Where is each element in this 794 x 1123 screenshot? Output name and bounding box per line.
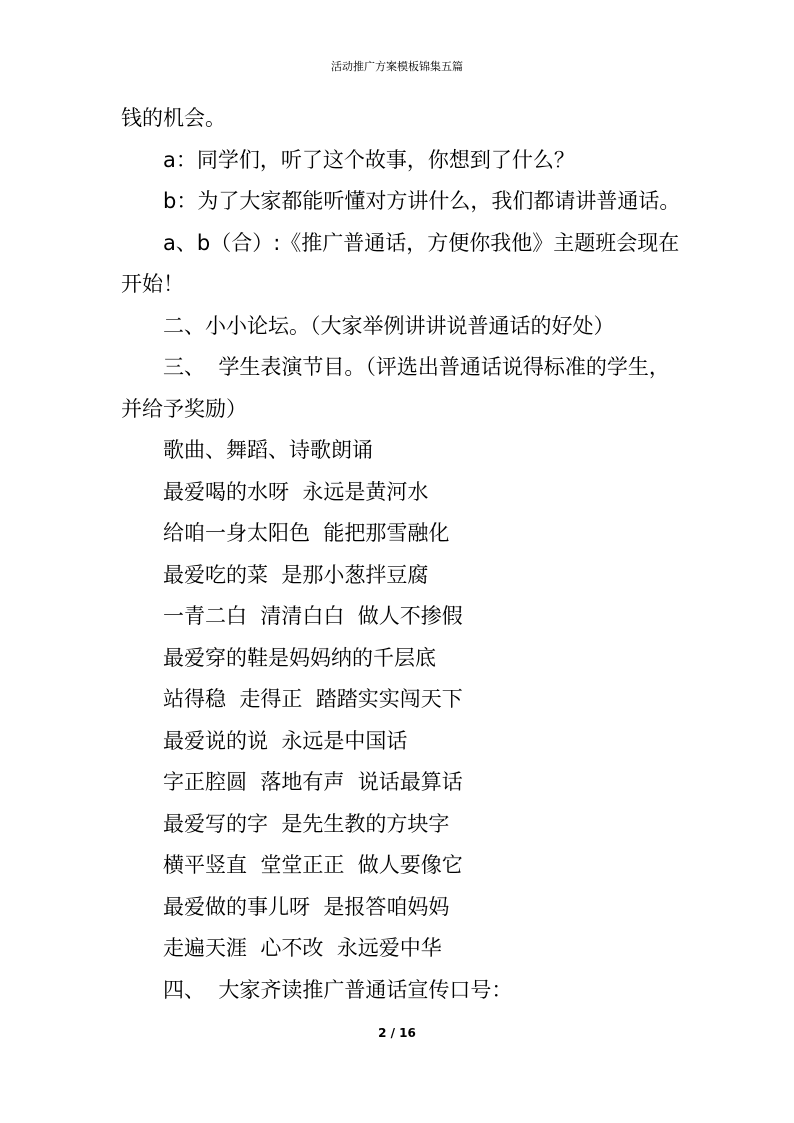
text-line: 四、 大家齐读推广普通话宣传口号： xyxy=(163,977,513,1002)
text-line: 最爱写的字 是先生教的方块字 xyxy=(163,811,450,836)
text-line: 最爱吃的菜 是那小葱拌豆腐 xyxy=(163,562,429,587)
text-line: 走遍天涯 心不改 永远爱中华 xyxy=(163,936,442,960)
text-line: 给咱一身太阳色 能把那雪融化 xyxy=(163,521,450,545)
text-line: 最爱喝的水呀 永远是黄河水 xyxy=(163,479,429,504)
text-line: 钱的机会。 xyxy=(121,106,226,130)
page-number: 2 / 16 xyxy=(378,1026,416,1040)
text-line: 并给予奖励） xyxy=(121,396,247,421)
text-line: a：同学们，听了这个故事，你想到了什么？ xyxy=(163,147,575,172)
text-line: 字正腔圆 落地有声 说话最算话 xyxy=(163,770,463,794)
text-line: 一青二白 清清白白 做人不掺假 xyxy=(163,604,463,628)
text-line: 站得稳 走得正 踏踏实实闯天下 xyxy=(163,687,463,711)
text-line: 最爱说的说 永远是中国话 xyxy=(163,728,408,753)
text-line: 最爱穿的鞋是妈妈纳的千层底 xyxy=(163,645,436,670)
text-line: 二、小小论坛。（大家举例讲讲说普通话的好处） xyxy=(163,313,615,338)
document-body xyxy=(121,98,701,1011)
text-line: 三、 学生表演节目。（评选出普通话说得标准的学生， xyxy=(163,355,670,379)
text-line: 歌曲、舞蹈、诗歌朗诵 xyxy=(163,438,373,462)
text-line: 最爱做的事儿呀 是报答咱妈妈 xyxy=(163,894,450,919)
page-header: 活动推广方案模板锦集五篇 xyxy=(331,60,463,73)
text-line: 横平竖直 堂堂正正 做人要像它 xyxy=(163,853,463,877)
text-line: a、b（合）:《推广普通话，方便你我他》主题班会现在 xyxy=(163,230,680,255)
text-line: 开始！ xyxy=(121,272,184,296)
text-line: b：为了大家都能听懂对方讲什么，我们都请讲普通话。 xyxy=(163,189,681,213)
